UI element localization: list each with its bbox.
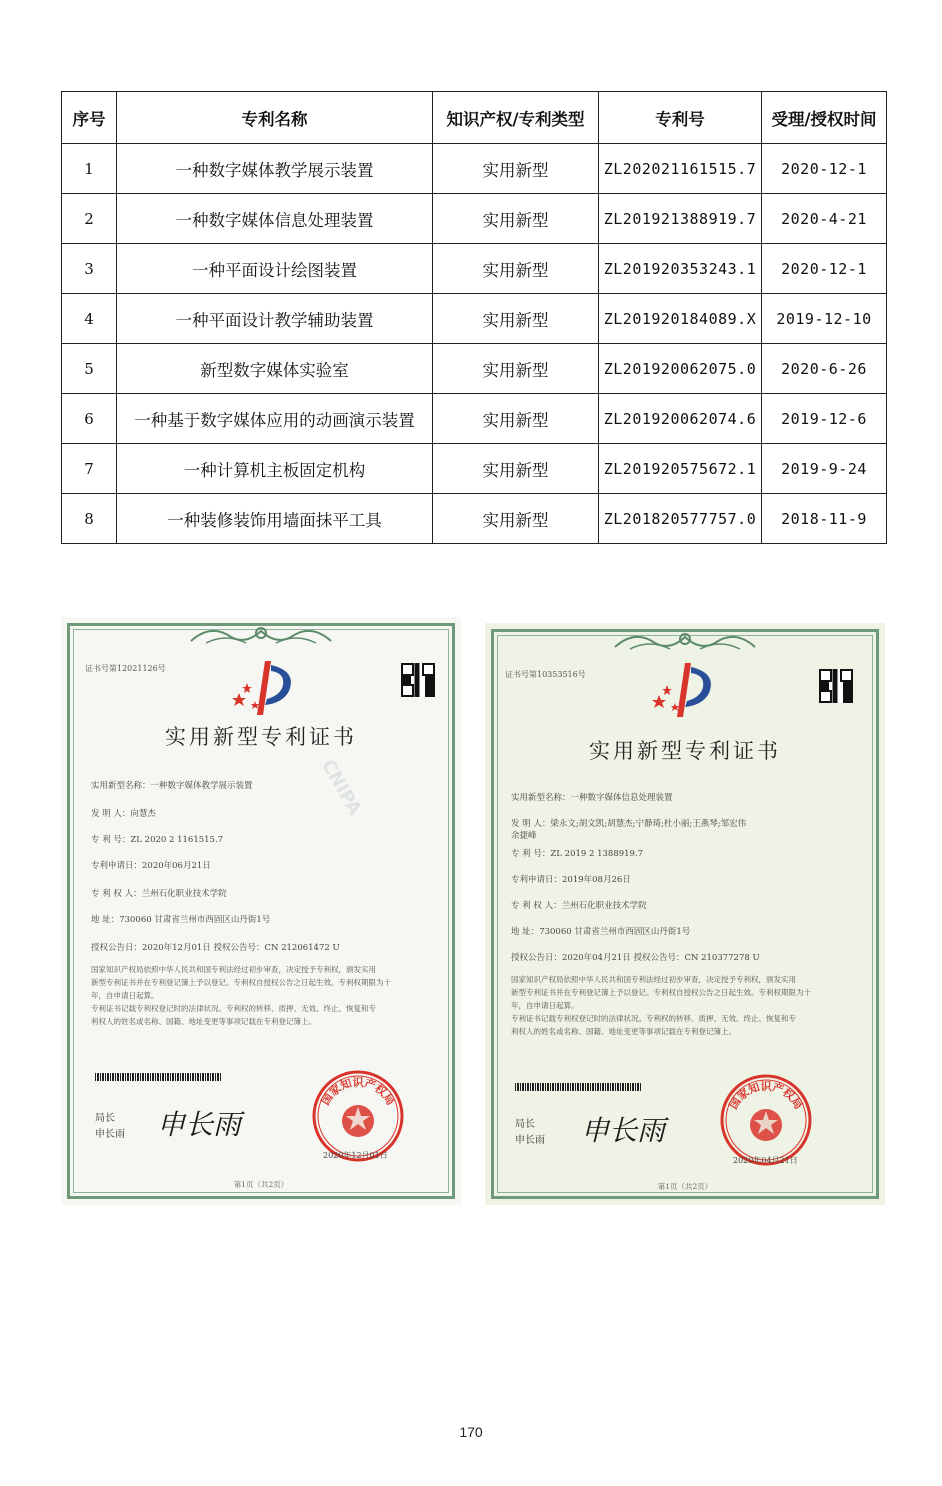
director-name: 申长雨 [95, 1129, 125, 1140]
row-no: 5 [62, 344, 117, 394]
header-name: 专利名称 [117, 92, 433, 144]
row-type: 实用新型 [433, 494, 599, 544]
official-seal-icon [719, 1073, 813, 1167]
row-name: 一种数字媒体信息处理装置 [117, 194, 433, 244]
table-row [62, 244, 887, 294]
row-type: 实用新型 [433, 344, 599, 394]
row-no: 2 [62, 194, 117, 244]
row-number: ZL201920575672.1 [599, 444, 762, 494]
patent-certificate-1 [61, 617, 461, 1205]
seal-date: 2020年12月01日 [323, 1151, 388, 1160]
seal-text: 国家知识产权局 [318, 1076, 398, 1108]
row-no: 1 [62, 144, 117, 194]
certificate-field: 地 址：730060 甘肃省兰州市西固区山丹街1号 [91, 915, 271, 925]
row-number: ZL201920062074.6 [599, 394, 762, 444]
certificate-page: 第1页（共2页） [657, 1182, 713, 1191]
row-no: 8 [62, 494, 117, 544]
row-name: 一种数字媒体教学展示装置 [117, 144, 433, 194]
ornament-icon [186, 621, 336, 649]
row-date: 2020-6-26 [762, 344, 887, 394]
certificate-field: 授权公告日：2020年04月21日 授权公告号：CN 210377278 U [511, 953, 760, 963]
row-name: 新型数字媒体实验室 [117, 344, 433, 394]
body-line: 利权人的姓名或名称、国籍、地址变更等事项记载在专利登记簿上。 [511, 1027, 736, 1036]
row-number: ZL201820577757.0 [599, 494, 762, 544]
body-line: 国家知识产权局依照中华人民共和国专利法经过初步审查，决定授予专利权，颁发实用 [91, 965, 376, 974]
certificate-field: 专 利 权 人：兰州石化职业技术学院 [91, 889, 227, 899]
signature: 申长雨 [157, 1108, 242, 1141]
seal-date: 2020年04月21日 [733, 1156, 798, 1165]
director-label [95, 1111, 125, 1143]
director-name: 申长雨 [515, 1135, 545, 1146]
director-title: 局长 [95, 1113, 115, 1124]
certificate-field: 地 址：730060 甘肃省兰州市西固区山丹街1号 [511, 927, 691, 937]
row-type: 实用新型 [433, 144, 599, 194]
table-row [62, 344, 887, 394]
header-type: 知识产权/专利类型 [433, 92, 599, 144]
table-body [62, 144, 887, 544]
ornament-icon [610, 627, 760, 655]
official-seal-icon [311, 1069, 405, 1163]
certificate-field: 专 利 号：ZL 2019 2 1388919.7 [511, 849, 644, 859]
qr-code-icon [401, 663, 435, 697]
certificate-title: 实用新型专利证书 [165, 725, 357, 749]
certificate-field: 专利申请日：2019年08月26日 [511, 875, 631, 885]
certificate-page: 第1页（共2页） [233, 1180, 289, 1189]
row-date: 2019-9-24 [762, 444, 887, 494]
table-header-row [62, 92, 887, 144]
qr-code-icon [819, 669, 853, 703]
row-number: ZL201920184089.X [599, 294, 762, 344]
body-line: 专利证书记载专利权登记时的法律状况。专利权的转移、质押、无效、终止、恢复和专 [511, 1014, 796, 1023]
body-line: 年，自申请日起算。 [511, 1001, 579, 1010]
row-date: 2019-12-10 [762, 294, 887, 344]
header-date: 受理/授权时间 [762, 92, 887, 144]
table-row [62, 194, 887, 244]
table-row [62, 294, 887, 344]
row-number: ZL201920062075.0 [599, 344, 762, 394]
certificate-field: 专 利 号：ZL 2020 2 1161515.7 [91, 835, 224, 845]
director-title: 局长 [515, 1119, 535, 1130]
signature: 申长雨 [581, 1114, 666, 1147]
certificate-field: 实用新型名称：一种数字媒体信息处理装置 [511, 793, 673, 803]
certificate-title: 实用新型专利证书 [589, 739, 781, 763]
row-date: 2018-11-9 [762, 494, 887, 544]
row-type: 实用新型 [433, 444, 599, 494]
director-label [515, 1117, 545, 1149]
body-line: 新型专利证书并在专利登记簿上予以登记。专利权自授权公告之日起生效。专利权期限为十 [91, 978, 391, 987]
certificate-body [91, 963, 433, 1028]
row-number: ZL202021161515.7 [599, 144, 762, 194]
row-type: 实用新型 [433, 394, 599, 444]
certificate-number: 证书号第12021126号 [85, 664, 166, 673]
row-no: 3 [62, 244, 117, 294]
row-date: 2020-12-1 [762, 144, 887, 194]
body-line: 专利证书记载专利权登记时的法律状况。专利权的转移、质押、无效、终止、恢复和专 [91, 1004, 376, 1013]
row-name: 一种装修装饰用墙面抹平工具 [117, 494, 433, 544]
body-line: 年，自申请日起算。 [91, 991, 159, 1000]
certificate-field: 专利申请日：2020年06月21日 [91, 861, 211, 871]
table-row [62, 494, 887, 544]
certificate-field: 余捷峰 [511, 831, 537, 841]
body-line: 利权人的姓名或名称、国籍、地址变更等事项记载在专利登记簿上。 [91, 1017, 316, 1026]
table-row [62, 394, 887, 444]
row-number: ZL201921388919.7 [599, 194, 762, 244]
page-number: 170 [459, 1424, 483, 1440]
certificate-body [511, 973, 857, 1038]
seal-text: 国家知识产权局 [726, 1080, 806, 1112]
barcode [95, 1073, 221, 1081]
row-name: 一种平面设计教学辅助装置 [117, 294, 433, 344]
row-no: 4 [62, 294, 117, 344]
row-date: 2020-4-21 [762, 194, 887, 244]
cnipa-logo-icon [227, 657, 297, 717]
row-type: 实用新型 [433, 194, 599, 244]
row-date: 2020-12-1 [762, 244, 887, 294]
certificate-field: 发 明 人：向慧杰 [91, 809, 156, 819]
row-name: 一种计算机主板固定机构 [117, 444, 433, 494]
certificate-field: 专 利 权 人：兰州石化职业技术学院 [511, 901, 647, 911]
barcode [515, 1083, 641, 1091]
certificate-field: 授权公告日：2020年12月01日 授权公告号：CN 212061472 U [91, 943, 340, 953]
row-number: ZL201920353243.1 [599, 244, 762, 294]
certificate-number: 证书号第10353516号 [505, 670, 586, 679]
patent-certificate-2 [485, 623, 885, 1205]
patent-table [61, 91, 887, 544]
row-no: 6 [62, 394, 117, 444]
cnipa-logo-icon [647, 659, 717, 719]
row-no: 7 [62, 444, 117, 494]
row-name: 一种基于数字媒体应用的动画演示装置 [117, 394, 433, 444]
header-number: 专利号 [599, 92, 762, 144]
row-date: 2019-12-6 [762, 394, 887, 444]
row-type: 实用新型 [433, 244, 599, 294]
certificate-field: 发 明 人：梁永文;胡文凯;胡慧杰;宁静琦;杜小丽;王燕琴;邹宏伟 [511, 819, 747, 829]
table-row [62, 144, 887, 194]
row-type: 实用新型 [433, 294, 599, 344]
row-name: 一种平面设计绘图装置 [117, 244, 433, 294]
watermark: CNIPA [317, 756, 366, 819]
certificate-field: 实用新型名称：一种数字媒体教学展示装置 [91, 781, 253, 791]
body-line: 国家知识产权局依照中华人民共和国专利法经过初步审查，决定授予专利权，颁发实用 [511, 975, 796, 984]
table-row [62, 444, 887, 494]
body-line: 新型专利证书并在专利登记簿上予以登记。专利权自授权公告之日起生效。专利权期限为十 [511, 988, 811, 997]
header-no: 序号 [62, 92, 117, 144]
